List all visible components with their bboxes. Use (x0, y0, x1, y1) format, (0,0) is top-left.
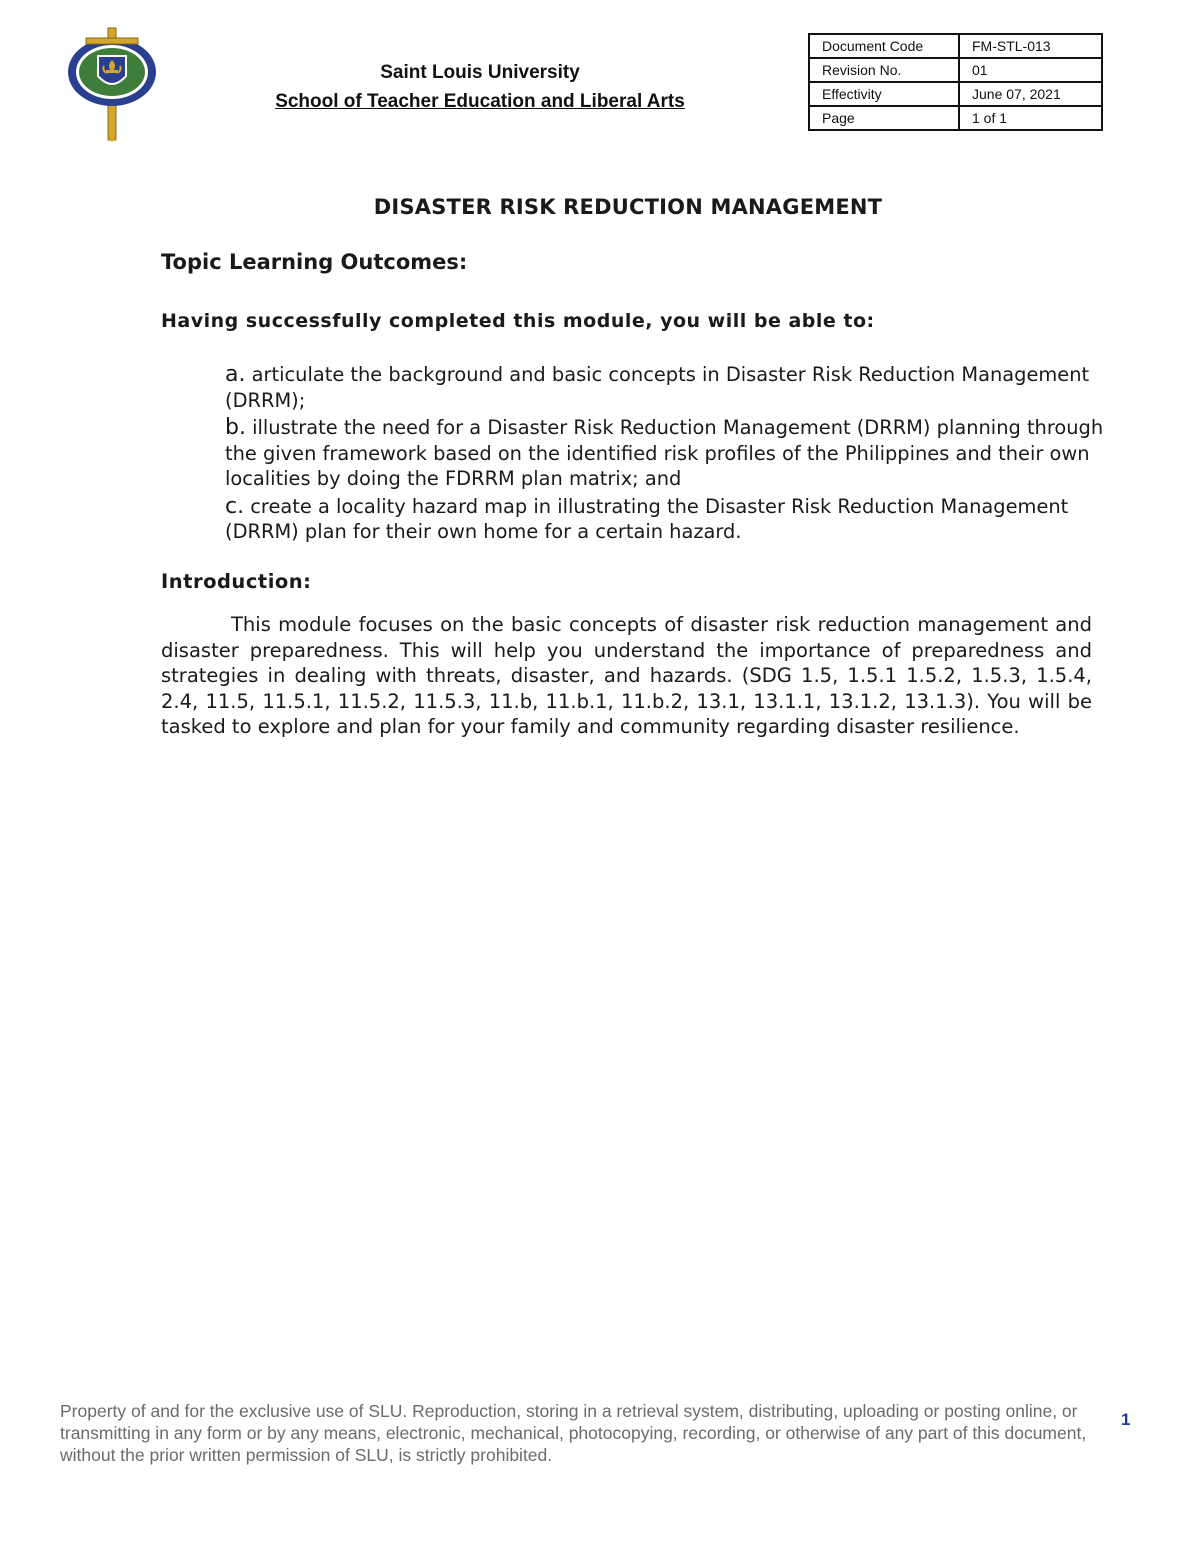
university-name: Saint Louis University (380, 62, 580, 83)
effectivity-label: Effectivity (809, 82, 959, 106)
effectivity-value: June 07, 2021 (959, 82, 1102, 106)
outcomes-heading: Topic Learning Outcomes: (161, 250, 468, 274)
list-item (225, 362, 1105, 413)
table-row (809, 106, 1102, 130)
table-row (809, 34, 1102, 58)
table-row (809, 82, 1102, 106)
outcome-marker: c. (225, 493, 245, 519)
outcome-text: create a locality hazard map in illustrating the Disaster Risk Reduction Management (DRRM) plan for their own home for a certain hazard. (225, 494, 1069, 543)
revision-value: 01 (959, 58, 1102, 82)
doc-code-label: Document Code (809, 34, 959, 58)
university-seal-icon (64, 26, 160, 142)
page-label: Page (809, 106, 959, 130)
page-value: 1 of 1 (959, 106, 1102, 130)
document-control-table (808, 33, 1103, 131)
introduction-heading: Introduction: (161, 570, 312, 593)
outcomes-lead: Having successfully completed this module, you will be able to: (161, 310, 875, 332)
school-name: School of Teacher Education and Liberal Arts (275, 91, 685, 112)
table-row (809, 58, 1102, 82)
outcome-text: illustrate the need for a Disaster Risk Reduction Management (DRRM) planning through the given framework based on the identified risk profiles of the Philippines and their own localities by doing the FDRRM plan matrix; and (225, 416, 1104, 490)
document-title: DISASTER RISK REDUCTION MANAGEMENT (373, 195, 883, 219)
outcomes-list (225, 362, 1105, 547)
list-item (225, 415, 1105, 492)
footer-notice: Property of and for the exclusive use of SLU. Reproduction, storing in a retrieval system, distributing, uploading or posting online, or transmitting in any form or by any means, electronic, mechanical, photocopying, recording, or otherwise of any part of this document, without the prior written permission of SLU, is strictly prohibited. (60, 1401, 1087, 1465)
introduction-paragraph: This module focuses on the basic concepts of disaster risk reduction management and disaster preparedness. This will help you understand the importance of preparedness and strategies in dealing with threats, disaster, and hazards. (SDG 1.5, 1.5.1 1.5.2, 1.5.3, 1.5.4, 2.4, 11.5, 11.5.1, 11.5.2, 11.5.3, 11.b, 11.b.1, 11.b.2, 13.1, 13.1.1, 13.1.2, 13.1.3). You will be tasked to explore and plan for your family and community regarding disaster resilience. (161, 613, 1092, 738)
outcome-text: articulate the background and basic concepts in Disaster Risk Reduction Management (DRRM); (225, 363, 1090, 412)
doc-code-value: FM-STL-013 (959, 34, 1102, 58)
outcome-marker: b. (225, 415, 246, 440)
revision-label: Revision No. (809, 58, 959, 82)
outcome-marker: a. (225, 362, 246, 387)
list-item (225, 494, 1105, 545)
header-titles (200, 58, 760, 116)
page-number: 1 (1121, 1410, 1131, 1429)
